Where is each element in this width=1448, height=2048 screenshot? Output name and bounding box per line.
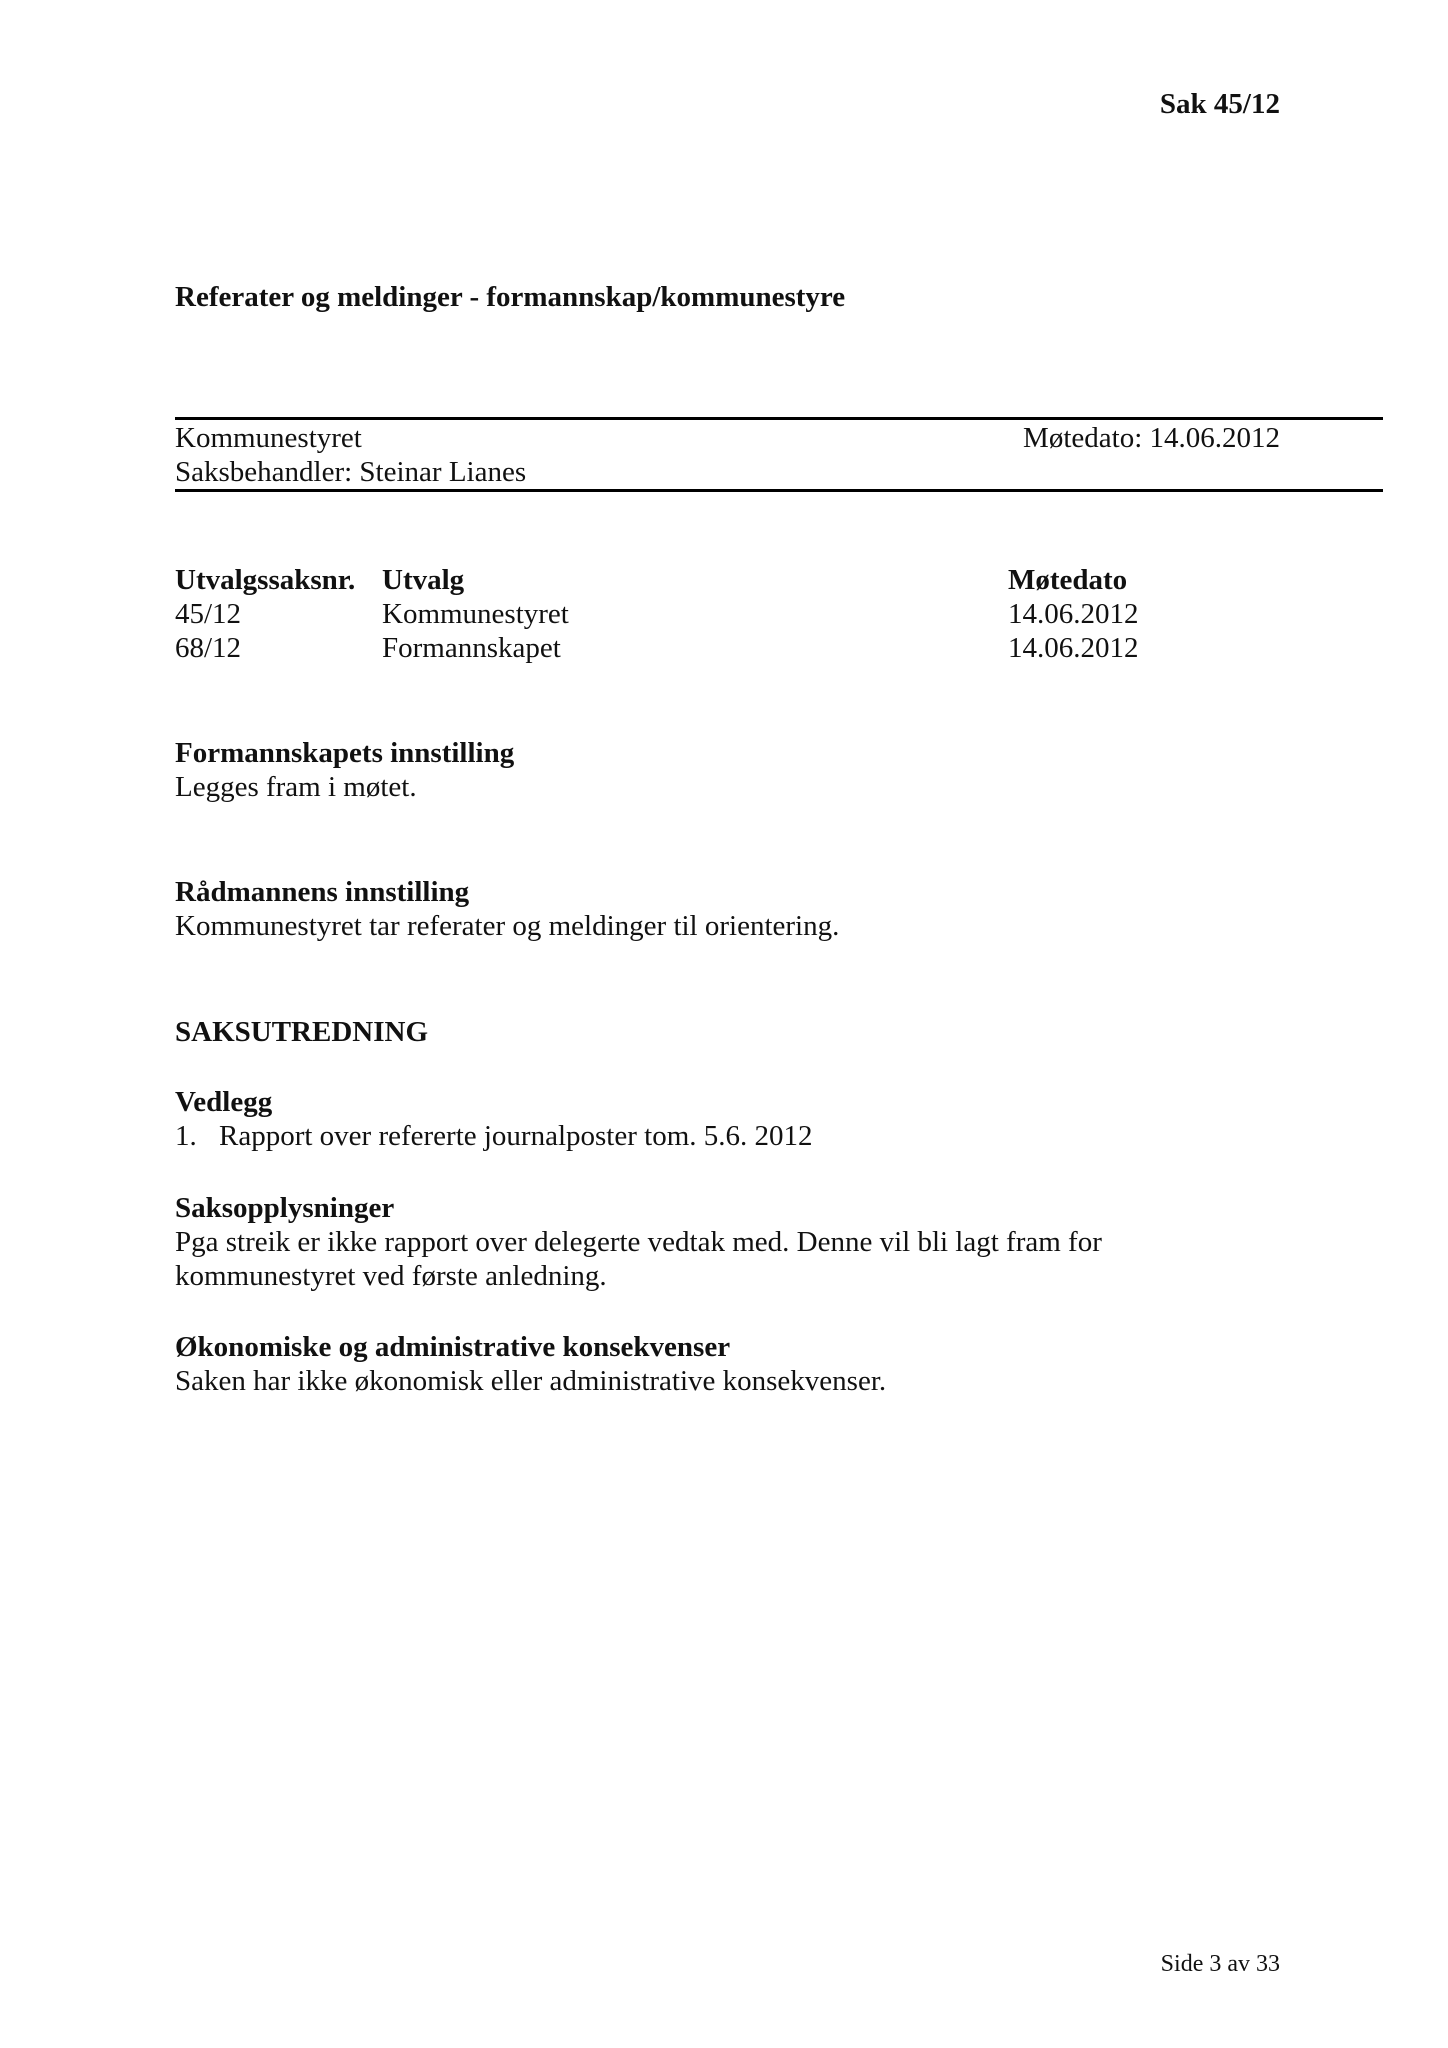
section-text-formannskap: Legges fram i møtet. <box>175 771 417 803</box>
table-header-case-no: Utvalgssaksnr. <box>175 564 356 596</box>
section-heading-saksutredning: SAKSUTREDNING <box>175 1016 428 1048</box>
table-header-date: Møtedato <box>1008 564 1128 596</box>
section-heading-formannskap: Formannskapets innstilling <box>175 737 515 769</box>
table-cell-case-no: 68/12 <box>175 632 242 664</box>
top-rule <box>175 417 1383 420</box>
table-cell-committee: Kommunestyret <box>382 598 569 630</box>
committee-name: Kommunestyret <box>175 422 362 454</box>
section-text-radmann: Kommunestyret tar referater og meldinger til orientering. <box>175 910 840 942</box>
case-number: Sak 45/12 <box>1159 88 1280 120</box>
section-heading-saksopplysninger: Saksopplysninger <box>175 1192 395 1224</box>
case-handler: Saksbehandler: Steinar Lianes <box>175 456 527 488</box>
document-title: Referater og meldinger - formannskap/kommunestyre <box>175 281 846 313</box>
section-text-line: Pga streik er ikke rapport over delegerte vedtak med. Denne vil bli lagt fram for <box>175 1226 1102 1258</box>
attachment-number: 1. <box>175 1120 197 1152</box>
meeting-date: Møtedato: 14.06.2012 <box>1023 422 1280 454</box>
page-number: Side 3 av 33 <box>1160 1951 1280 1977</box>
table-cell-case-no: 45/12 <box>175 598 242 630</box>
section-heading-vedlegg: Vedlegg <box>175 1086 273 1118</box>
section-heading-konsekvenser: Økonomiske og administrative konsekvenser <box>175 1331 731 1363</box>
section-text-konsekvenser: Saken har ikke økonomisk eller administrative konsekvenser. <box>175 1365 887 1397</box>
table-cell-date: 14.06.2012 <box>1008 632 1139 664</box>
table-cell-committee: Formannskapet <box>382 632 561 664</box>
attachment-text: Rapport over refererte journalposter tom. 5.6. 2012 <box>219 1120 813 1152</box>
section-heading-radmann: Rådmannens innstilling <box>175 876 470 908</box>
section-text-line: kommunestyret ved første anledning. <box>175 1260 607 1292</box>
table-header-committee: Utvalg <box>382 564 465 596</box>
bottom-rule <box>175 489 1383 492</box>
table-cell-date: 14.06.2012 <box>1008 598 1139 630</box>
